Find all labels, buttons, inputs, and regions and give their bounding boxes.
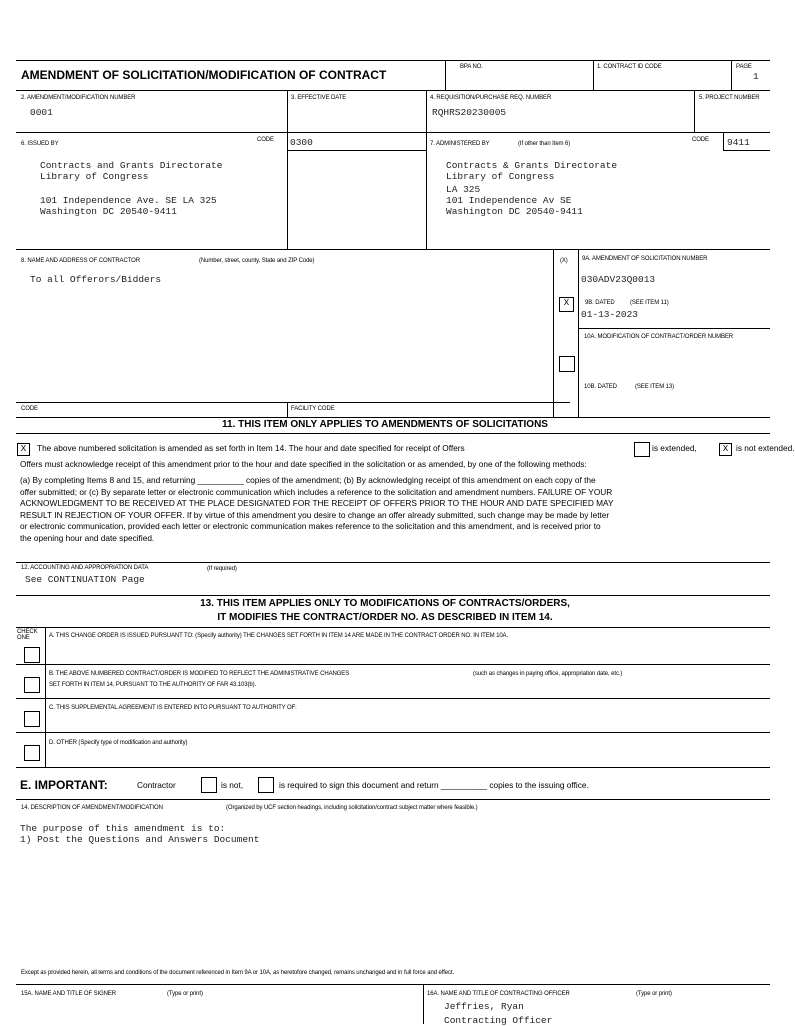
administered-by-note: (If other than Item 6) (518, 141, 571, 147)
amendment-number-value: 0001 (30, 107, 53, 118)
contractor-value: To all Offerors/Bidders (30, 274, 162, 285)
administered-code-label: CODE (692, 137, 709, 143)
item-10b-label: 10B. DATED (584, 384, 617, 390)
item-13c-checkbox[interactable] (24, 711, 40, 727)
item-10a-label: 10A. MODIFICATION OF CONTRACT/ORDER NUMBER (584, 334, 734, 340)
item-13b-text-1: B. THE ABOVE NUMBERED CONTRACT/ORDER IS MODIFIED TO REFLECT THE ADMINISTRATIVE CHANGES (49, 671, 350, 677)
item-12-value: See CONTINUATION Page (25, 574, 145, 585)
item-13b-text-2: SET FORTH IN ITEM 14, PURSUANT TO THE AUTHORITY OF FAR 43.103(b). (49, 682, 257, 688)
item-10b-note: (SEE ITEM 13) (635, 384, 675, 390)
requisition-value: RQHRS20230005 (432, 107, 507, 118)
officer-title: Contracting Officer (444, 1015, 553, 1026)
requisition-label: 4. REQUISITION/PURCHASE REQ. NUMBER (430, 95, 552, 101)
item-14-label: 14. DESCRIPTION OF AMENDMENT/MODIFICATION (21, 805, 163, 811)
item-12-label: 12. ACCOUNTING AND APPROPRIATION DATA (21, 565, 149, 571)
item-11-checkbox[interactable]: X (17, 443, 30, 456)
extended-label: is extended, (652, 443, 697, 453)
officer-label: 16A. NAME AND TITLE OF CONTRACTING OFFICER (427, 991, 570, 997)
item-13c-text: C. THIS SUPPLEMENTAL AGREEMENT IS ENTERED INTO PURSUANT TO AUTHORITY OF: (49, 705, 297, 711)
issued-by-label: 6. ISSUED BY (21, 141, 59, 147)
bpa-label: BPA NO. (460, 64, 483, 70)
administered-by-address: Contracts & Grants Directorate Library of Congress LA 325 101 Independence Av SE Washington DC 20540-9411 (446, 160, 618, 217)
contract-id-label: 1. CONTRACT ID CODE (597, 64, 662, 70)
item-13-heading-1: 13. THIS ITEM APPLIES ONLY TO MODIFICATIONS OF CONTRACTS/ORDERS, (200, 598, 570, 609)
not-extended-checkbox[interactable]: X (719, 443, 732, 456)
amendment-number-label: 2. AMENDMENT/MODIFICATION NUMBER (21, 95, 136, 101)
item-12-note: (If required) (207, 566, 237, 572)
item-11-line1: The above numbered solicitation is amended as set forth in Item 14. The hour and date specified for receipt of Offers (37, 443, 465, 453)
issued-code-value: 0300 (290, 137, 313, 148)
is-not-checkbox[interactable] (201, 777, 217, 793)
signer-label: 15A. NAME AND TITLE OF SIGNER (21, 991, 117, 997)
item-13a-checkbox[interactable] (24, 647, 40, 663)
item-14-note: (Organized by UCF section headings, including solicitation/contract subject matter where feasible.) (226, 805, 478, 811)
issued-code-label: CODE (257, 137, 274, 143)
contractor-label: 8. NAME AND ADDRESS OF CONTRACTOR (21, 258, 140, 264)
signer-note: (Type or print) (167, 991, 203, 997)
check-one-label: CHECK ONE (17, 629, 38, 641)
item-13b-checkbox[interactable] (24, 677, 40, 693)
item-10-checkbox[interactable] (559, 356, 575, 372)
page-number: 1 (753, 71, 759, 82)
form-title: AMENDMENT OF SOLICITATION/MODIFICATION OF CONTRACT (21, 68, 387, 82)
officer-name: Jeffries, Ryan (444, 1001, 524, 1012)
important-contractor: Contractor (137, 780, 176, 790)
project-number-label: 5. PROJECT NUMBER (699, 95, 760, 101)
item-9b-note: (SEE ITEM 11) (630, 300, 669, 306)
item-9b-label: 9B. DATED (585, 300, 615, 306)
item-11-heading: 11. THIS ITEM ONLY APPLIES TO AMENDMENTS OF SOLICITATIONS (222, 419, 548, 430)
item-9b-value: 01-13-2023 (581, 309, 639, 320)
issued-by-address: Contracts and Grants Directorate Library of Congress 101 Independence Ave. SE LA 325 Washington DC 20540-9411 (40, 160, 223, 217)
item-13b-note: (such as changes in paying office, appropriation date, etc.) (473, 671, 623, 677)
item-11-paragraph: Offers must acknowledge receipt of this amendment prior to the hour and date specified in the solicitation or as amended, by one of the following methods: (a) By completing Items 8 and 15, and returning __________ copies of the amendment; (b) By acknowledging receipt of this amendment on each copy of the offer submitted; or (c) By separate letter or electronic communication which includes a reference to the solicitation and amendment numbers. FAILURE OF YOUR ACKNOWLEDGMENT TO BE RECEIVED AT THE PLACE DESIGNATED FOR THE RECEIPT OF OFFERS PRIOR TO THE HOUR AND DATE SPECIFIED MAY RESULT IN REJECTION OF YOUR OFFER. If by virtue of this amendment you desire to change an offer already submitted, such change may be made by letter or electronic communication, provided each letter or electronic communication makes reference to the solicitation and this amendment, and is received prior to the opening hour and date specified. (20, 459, 614, 543)
administered-by-label: 7. ADMINISTERED BY (430, 141, 490, 147)
item-13d-text: D. OTHER (Specify type of modification and authority) (49, 740, 188, 746)
contractor-code-label: CODE (21, 406, 38, 412)
administered-code-value: 9411 (727, 137, 750, 148)
effective-date-label: 3. EFFECTIVE DATE (291, 95, 347, 101)
x-column-label: (X) (560, 258, 568, 264)
item-9a-label: 9A. AMENDMENT OF SOLICITATION NUMBER (582, 256, 708, 262)
item-9-checkbox[interactable]: X (559, 297, 574, 312)
extended-checkbox[interactable] (634, 442, 650, 457)
facility-code-label: FACILITY CODE (291, 406, 335, 412)
item-14-description: The purpose of this amendment is to: 1) Post the Questions and Answers Document (20, 823, 260, 845)
officer-note: (Type or print) (636, 991, 672, 997)
important-label: E. IMPORTANT: (20, 778, 108, 792)
except-statement: Except as provided herein, all terms and conditions of the document referenced in Item 9A or 10A, as heretofore changed, remains unchanged and in full force and effect. (21, 970, 455, 976)
is-not-label: is not, (221, 780, 244, 790)
contractor-note: (Number, street, county, State and ZIP Code) (199, 258, 315, 264)
item-9a-value: 030ADV23Q0013 (581, 274, 656, 285)
is-required-checkbox[interactable] (258, 777, 274, 793)
item-13d-checkbox[interactable] (24, 745, 40, 761)
is-required-label: is required to sign this document and return __________ copies to the issuing office. (279, 780, 589, 790)
item-13a-text: A. THIS CHANGE ORDER IS ISSUED PURSUANT TO: (Specify authority) THE CHANGES SET FORTH IN ITEM 14 ARE MADE IN THE CONTRACT ORDER NO. IN ITEM 10A. (49, 633, 509, 639)
item-13-heading-2: IT MODIFIES THE CONTRACT/ORDER NO. AS DESCRIBED IN ITEM 14. (217, 612, 553, 623)
not-extended-label: is not extended. (736, 443, 795, 453)
page-label: PAGE (736, 64, 752, 70)
